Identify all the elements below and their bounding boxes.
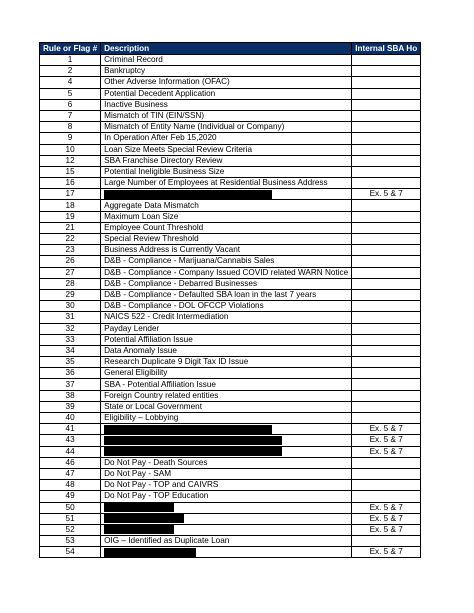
description-cell: Eligibility – Lobbying bbox=[101, 413, 352, 424]
rule-number-cell: 9 bbox=[40, 133, 101, 144]
description-cell: Large Number of Employees at Residential Business Address bbox=[101, 178, 352, 189]
exemption-cell bbox=[352, 110, 421, 121]
description-cell: D&B - Compliance - Defaulted SBA loan in the last 7 years bbox=[101, 289, 352, 300]
rule-number-cell: 10 bbox=[40, 144, 101, 155]
exemption-cell bbox=[352, 357, 421, 368]
rule-number-cell: 22 bbox=[40, 234, 101, 245]
table-row bbox=[40, 99, 421, 110]
description-cell: Foreign Country related entities bbox=[101, 390, 352, 401]
table-row bbox=[40, 379, 421, 390]
exemption-cell bbox=[352, 178, 421, 189]
description-cell: Inactive Business bbox=[101, 99, 352, 110]
description-cell: D&B - Compliance - DOL OFCCP Violations bbox=[101, 301, 352, 312]
description-cell: Payday Lender bbox=[101, 323, 352, 334]
table-row bbox=[40, 536, 421, 547]
exemption-cell bbox=[352, 379, 421, 390]
exemption-cell bbox=[352, 413, 421, 424]
table-row bbox=[40, 468, 421, 479]
rule-number-cell: 23 bbox=[40, 245, 101, 256]
exemption-cell bbox=[352, 55, 421, 66]
description-cell bbox=[101, 424, 352, 435]
rule-number-cell: 37 bbox=[40, 379, 101, 390]
description-cell: State or Local Government bbox=[101, 401, 352, 412]
rule-number-cell: 31 bbox=[40, 312, 101, 323]
rule-number-cell: 19 bbox=[40, 211, 101, 222]
rule-number-cell: 52 bbox=[40, 524, 101, 535]
rule-number-cell: 44 bbox=[40, 446, 101, 457]
rule-number-cell: 41 bbox=[40, 424, 101, 435]
description-cell: Potential Decedent Application bbox=[101, 88, 352, 99]
exemption-cell bbox=[352, 166, 421, 177]
table-row bbox=[40, 502, 421, 513]
table-row bbox=[40, 446, 421, 457]
exemption-cell bbox=[352, 88, 421, 99]
description-cell: Business Address is Currently Vacant bbox=[101, 245, 352, 256]
rule-number-cell: 47 bbox=[40, 468, 101, 479]
table-row bbox=[40, 301, 421, 312]
table-row bbox=[40, 122, 421, 133]
description-cell: Do Not Pay - TOP and CAIVRS bbox=[101, 480, 352, 491]
description-cell bbox=[101, 524, 352, 535]
table-row bbox=[40, 245, 421, 256]
description-cell: Other Adverse Information (OFAC) bbox=[101, 77, 352, 88]
table-row bbox=[40, 457, 421, 468]
rule-number-cell: 6 bbox=[40, 99, 101, 110]
description-cell: SBA Franchise Directory Review bbox=[101, 155, 352, 166]
redaction-bar bbox=[104, 436, 282, 445]
rule-number-cell: 38 bbox=[40, 390, 101, 401]
description-cell: Mismatch of Entity Name (Individual or Company) bbox=[101, 122, 352, 133]
rule-number-cell: 48 bbox=[40, 480, 101, 491]
redaction-bar bbox=[104, 425, 272, 434]
redaction-bar bbox=[104, 548, 196, 557]
rule-number-cell: 30 bbox=[40, 301, 101, 312]
description-cell: SBA - Potential Affiliation Issue bbox=[101, 379, 352, 390]
exemption-cell: Ex. 5 & 7 bbox=[352, 547, 421, 558]
exemption-cell bbox=[352, 66, 421, 77]
table-row bbox=[40, 491, 421, 502]
exemption-cell bbox=[352, 99, 421, 110]
table-row bbox=[40, 166, 421, 177]
exemption-cell bbox=[352, 245, 421, 256]
table-row bbox=[40, 178, 421, 189]
rule-number-cell: 53 bbox=[40, 536, 101, 547]
rule-number-cell: 32 bbox=[40, 323, 101, 334]
exemption-cell bbox=[352, 155, 421, 166]
rule-number-cell: 18 bbox=[40, 200, 101, 211]
table-row bbox=[40, 289, 421, 300]
table-row bbox=[40, 55, 421, 66]
description-cell: In Operation After Feb 15,2020 bbox=[101, 133, 352, 144]
rule-number-cell: 28 bbox=[40, 278, 101, 289]
table-row bbox=[40, 390, 421, 401]
table-row bbox=[40, 200, 421, 211]
exemption-cell bbox=[352, 323, 421, 334]
table-row bbox=[40, 401, 421, 412]
exemption-cell bbox=[352, 144, 421, 155]
rule-number-cell: 2 bbox=[40, 66, 101, 77]
exemption-cell bbox=[352, 77, 421, 88]
rule-number-cell: 33 bbox=[40, 334, 101, 345]
table-row bbox=[40, 110, 421, 121]
table-row bbox=[40, 413, 421, 424]
exemption-cell bbox=[352, 312, 421, 323]
rule-number-cell: 46 bbox=[40, 457, 101, 468]
description-cell: Research Duplicate 9 Digit Tax ID Issue bbox=[101, 357, 352, 368]
table-row bbox=[40, 435, 421, 446]
rule-number-cell: 7 bbox=[40, 110, 101, 121]
description-cell: OIG – Identified as Duplicate Loan bbox=[101, 536, 352, 547]
exemption-cell: Ex. 5 & 7 bbox=[352, 435, 421, 446]
table-row bbox=[40, 211, 421, 222]
exemption-cell bbox=[352, 222, 421, 233]
rule-number-cell: 49 bbox=[40, 491, 101, 502]
table-row bbox=[40, 424, 421, 435]
description-cell: Do Not Pay - Death Sources bbox=[101, 457, 352, 468]
description-cell bbox=[101, 435, 352, 446]
exemption-cell bbox=[352, 278, 421, 289]
table-row bbox=[40, 357, 421, 368]
rules-table bbox=[39, 42, 421, 558]
rule-number-cell: 50 bbox=[40, 502, 101, 513]
exemption-cell bbox=[352, 480, 421, 491]
redaction-bar bbox=[104, 525, 174, 534]
description-cell: General Eligibility bbox=[101, 368, 352, 379]
description-cell: Potential Ineligible Business Size bbox=[101, 166, 352, 177]
description-cell: Data Anomaly Issue bbox=[101, 345, 352, 356]
rule-number-cell: 8 bbox=[40, 122, 101, 133]
table-row bbox=[40, 513, 421, 524]
description-cell: Special Review Threshold bbox=[101, 234, 352, 245]
exemption-cell bbox=[352, 234, 421, 245]
exemption-cell bbox=[352, 200, 421, 211]
rule-number-cell: 17 bbox=[40, 189, 101, 200]
table-row bbox=[40, 368, 421, 379]
exemption-cell bbox=[352, 536, 421, 547]
table-row bbox=[40, 480, 421, 491]
exemption-cell: Ex. 5 & 7 bbox=[352, 502, 421, 513]
table-row bbox=[40, 312, 421, 323]
description-cell: Aggregate Data Mismatch bbox=[101, 200, 352, 211]
table-row bbox=[40, 278, 421, 289]
exemption-cell bbox=[352, 267, 421, 278]
table-row bbox=[40, 524, 421, 535]
description-cell bbox=[101, 189, 352, 200]
description-cell: D&B - Compliance - Marijuana/Cannabis Sales bbox=[101, 256, 352, 267]
exemption-cell bbox=[352, 468, 421, 479]
rule-number-cell: 1 bbox=[40, 55, 101, 66]
rule-number-cell: 36 bbox=[40, 368, 101, 379]
rule-number-cell: 29 bbox=[40, 289, 101, 300]
redaction-bar bbox=[104, 503, 174, 512]
table-row bbox=[40, 133, 421, 144]
rule-number-cell: 34 bbox=[40, 345, 101, 356]
exemption-cell bbox=[352, 133, 421, 144]
redaction-bar bbox=[104, 514, 184, 523]
exemption-cell bbox=[352, 289, 421, 300]
table-row bbox=[40, 345, 421, 356]
exemption-cell: Ex. 5 & 7 bbox=[352, 524, 421, 535]
description-cell: Maximum Loan Size bbox=[101, 211, 352, 222]
description-cell: Criminal Record bbox=[101, 55, 352, 66]
exemption-cell bbox=[352, 211, 421, 222]
exemption-cell bbox=[352, 368, 421, 379]
table-row bbox=[40, 334, 421, 345]
exemption-cell bbox=[352, 457, 421, 468]
table-row bbox=[40, 222, 421, 233]
table-row bbox=[40, 234, 421, 245]
table-row bbox=[40, 323, 421, 334]
rule-number-cell: 39 bbox=[40, 401, 101, 412]
exemption-cell bbox=[352, 390, 421, 401]
table-row bbox=[40, 267, 421, 278]
header-row bbox=[40, 43, 421, 55]
description-cell bbox=[101, 446, 352, 457]
redaction-bar bbox=[104, 190, 272, 199]
exemption-cell bbox=[352, 345, 421, 356]
rule-number-cell: 26 bbox=[40, 256, 101, 267]
exemption-cell: Ex. 5 & 7 bbox=[352, 446, 421, 457]
header-description: Description bbox=[101, 43, 352, 55]
exemption-cell bbox=[352, 122, 421, 133]
table-row bbox=[40, 88, 421, 99]
rule-number-cell: 5 bbox=[40, 88, 101, 99]
table-row bbox=[40, 256, 421, 267]
description-cell: Do Not Pay - TOP Education bbox=[101, 491, 352, 502]
rule-number-cell: 40 bbox=[40, 413, 101, 424]
exemption-cell bbox=[352, 256, 421, 267]
description-cell: Employee Count Threshold bbox=[101, 222, 352, 233]
table-row bbox=[40, 155, 421, 166]
rule-number-cell: 16 bbox=[40, 178, 101, 189]
description-cell: Mismatch of TIN (EIN/SSN) bbox=[101, 110, 352, 121]
exemption-cell bbox=[352, 491, 421, 502]
rule-number-cell: 51 bbox=[40, 513, 101, 524]
table-row bbox=[40, 547, 421, 558]
exemption-cell: Ex. 5 & 7 bbox=[352, 424, 421, 435]
table-row bbox=[40, 77, 421, 88]
table-row bbox=[40, 189, 421, 200]
rule-number-cell: 54 bbox=[40, 547, 101, 558]
redaction-bar bbox=[104, 447, 282, 456]
exemption-cell bbox=[352, 401, 421, 412]
header-internal-sba: Internal SBA Ho bbox=[352, 43, 421, 55]
rule-number-cell: 43 bbox=[40, 435, 101, 446]
description-cell: Bankruptcy bbox=[101, 66, 352, 77]
rule-number-cell: 12 bbox=[40, 155, 101, 166]
description-cell: Potential Affiliation Issue bbox=[101, 334, 352, 345]
rule-number-cell: 15 bbox=[40, 166, 101, 177]
exemption-cell bbox=[352, 334, 421, 345]
exemption-cell: Ex. 5 & 7 bbox=[352, 513, 421, 524]
rule-number-cell: 21 bbox=[40, 222, 101, 233]
description-cell: D&B - Compliance - Debarred Businesses bbox=[101, 278, 352, 289]
description-cell bbox=[101, 513, 352, 524]
description-cell bbox=[101, 547, 352, 558]
exemption-cell: Ex. 5 & 7 bbox=[352, 189, 421, 200]
rule-number-cell: 27 bbox=[40, 267, 101, 278]
header-rule-number: Rule or Flag # bbox=[40, 43, 101, 55]
table-row bbox=[40, 66, 421, 77]
rule-number-cell: 4 bbox=[40, 77, 101, 88]
description-cell: NAICS 522 - Credit Intermediation bbox=[101, 312, 352, 323]
rule-number-cell: 35 bbox=[40, 357, 101, 368]
description-cell: Do Not Pay - SAM bbox=[101, 468, 352, 479]
description-cell bbox=[101, 502, 352, 513]
exemption-cell bbox=[352, 301, 421, 312]
table-row bbox=[40, 144, 421, 155]
description-cell: D&B - Compliance - Company Issued COVID related WARN Notice bbox=[101, 267, 352, 278]
description-cell: Loan Size Meets Special Review Criteria bbox=[101, 144, 352, 155]
